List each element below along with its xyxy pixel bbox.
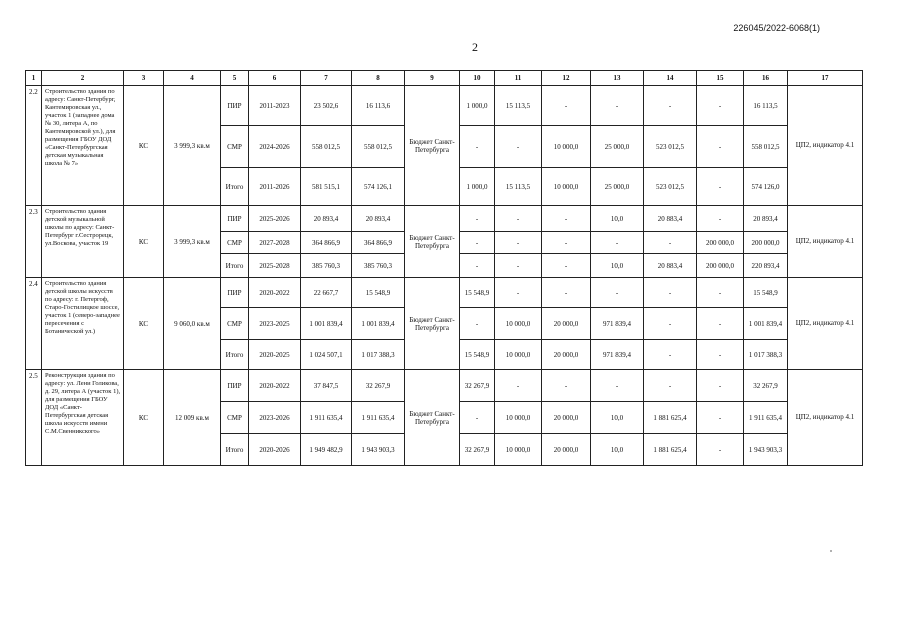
funding-value: - bbox=[697, 370, 744, 402]
work-type: КС bbox=[124, 278, 164, 370]
capacity: 9 060,0 кв.м bbox=[164, 278, 221, 370]
total-cost: 558 012,5 bbox=[301, 126, 352, 168]
period: 2024-2026 bbox=[249, 126, 301, 168]
funding-value: 32 267,9 bbox=[460, 434, 495, 466]
period: 2025-2026 bbox=[249, 206, 301, 232]
stage: СМР bbox=[221, 308, 249, 340]
funding-total: 16 113,5 bbox=[744, 86, 788, 126]
column-number: 1 bbox=[26, 71, 42, 86]
period: 2011-2026 bbox=[249, 168, 301, 206]
funding-value: 20 883,4 bbox=[644, 254, 697, 278]
total-cost: 385 760,3 bbox=[301, 254, 352, 278]
total-cost: 22 667,7 bbox=[301, 278, 352, 308]
funding-value: 200 000,0 bbox=[697, 254, 744, 278]
total-cost: 364 866,9 bbox=[301, 232, 352, 254]
funding-value: 10 000,0 bbox=[495, 434, 542, 466]
estimated-cost: 385 760,3 bbox=[352, 254, 405, 278]
column-number: 12 bbox=[542, 71, 591, 86]
investment-table bbox=[25, 70, 863, 466]
funding-value: 10,0 bbox=[591, 402, 644, 434]
funding-source: Бюджет Санкт-Петербурга bbox=[405, 86, 460, 206]
column-number: 17 bbox=[788, 71, 863, 86]
funding-value: - bbox=[495, 254, 542, 278]
funding-value: 10 000,0 bbox=[542, 126, 591, 168]
funding-value: - bbox=[542, 370, 591, 402]
program-indicator: ЦП2, индикатор 4.1 bbox=[788, 206, 863, 278]
funding-value: - bbox=[495, 232, 542, 254]
estimated-cost: 16 113,6 bbox=[352, 86, 405, 126]
period: 2011-2023 bbox=[249, 86, 301, 126]
funding-value: 200 000,0 bbox=[697, 232, 744, 254]
stage: СМР bbox=[221, 232, 249, 254]
funding-value: - bbox=[591, 370, 644, 402]
funding-value: - bbox=[495, 126, 542, 168]
funding-value: 10 000,0 bbox=[495, 402, 542, 434]
work-type: КС bbox=[124, 206, 164, 278]
total-cost: 1 024 507,1 bbox=[301, 340, 352, 370]
funding-value: 10,0 bbox=[591, 206, 644, 232]
column-number: 8 bbox=[352, 71, 405, 86]
funding-value: - bbox=[591, 232, 644, 254]
funding-total: 558 012,5 bbox=[744, 126, 788, 168]
funding-value: - bbox=[460, 402, 495, 434]
funding-value: - bbox=[542, 206, 591, 232]
funding-value: - bbox=[542, 278, 591, 308]
funding-value: 25 000,0 bbox=[591, 126, 644, 168]
estimated-cost: 364 866,9 bbox=[352, 232, 405, 254]
column-number: 10 bbox=[460, 71, 495, 86]
program-indicator: ЦП2, индикатор 4.1 bbox=[788, 278, 863, 370]
funding-value: - bbox=[644, 308, 697, 340]
column-number: 3 bbox=[124, 71, 164, 86]
table-row bbox=[26, 278, 863, 308]
total-cost: 20 893,4 bbox=[301, 206, 352, 232]
funding-value: - bbox=[644, 278, 697, 308]
funding-value: 15 548,9 bbox=[460, 278, 495, 308]
funding-value: 15 113,5 bbox=[495, 168, 542, 206]
funding-value: 15 113,5 bbox=[495, 86, 542, 126]
object-name: Строительство здания детской музыкальной школы по адресу: Санкт-Петербург г.Сестрорецк, ул.Воскова, участок 19 bbox=[42, 206, 124, 278]
item-number: 2.5 bbox=[26, 370, 42, 466]
funding-value: 20 000,0 bbox=[542, 340, 591, 370]
work-type: КС bbox=[124, 370, 164, 466]
funding-value: - bbox=[591, 278, 644, 308]
funding-total: 1 001 839,4 bbox=[744, 308, 788, 340]
stage: Итого bbox=[221, 434, 249, 466]
funding-value: - bbox=[495, 206, 542, 232]
period: 2020-2022 bbox=[249, 370, 301, 402]
period: 2020-2025 bbox=[249, 340, 301, 370]
funding-value: 1 881 625,4 bbox=[644, 434, 697, 466]
column-number: 14 bbox=[644, 71, 697, 86]
period: 2020-2026 bbox=[249, 434, 301, 466]
scan-speck bbox=[830, 550, 832, 552]
funding-value: - bbox=[644, 370, 697, 402]
column-number: 4 bbox=[164, 71, 221, 86]
item-number: 2.2 bbox=[26, 86, 42, 206]
funding-value: - bbox=[542, 86, 591, 126]
capacity: 3 999,3 кв.м bbox=[164, 206, 221, 278]
funding-value: - bbox=[495, 370, 542, 402]
funding-total: 1 943 903,3 bbox=[744, 434, 788, 466]
column-number: 16 bbox=[744, 71, 788, 86]
funding-value: - bbox=[644, 232, 697, 254]
funding-value: 10 000,0 bbox=[542, 168, 591, 206]
column-number: 6 bbox=[249, 71, 301, 86]
funding-value: - bbox=[644, 340, 697, 370]
funding-value: 20 000,0 bbox=[542, 434, 591, 466]
estimated-cost: 1 943 903,3 bbox=[352, 434, 405, 466]
funding-value: - bbox=[460, 308, 495, 340]
table-row bbox=[26, 86, 863, 126]
funding-source: Бюджет Санкт-Петербурга bbox=[405, 206, 460, 278]
total-cost: 581 515,1 bbox=[301, 168, 352, 206]
period: 2027-2028 bbox=[249, 232, 301, 254]
column-number: 9 bbox=[405, 71, 460, 86]
funding-value: - bbox=[697, 168, 744, 206]
funding-total: 574 126,0 bbox=[744, 168, 788, 206]
funding-value: 10 000,0 bbox=[495, 308, 542, 340]
estimated-cost: 574 126,1 bbox=[352, 168, 405, 206]
funding-value: - bbox=[697, 126, 744, 168]
funding-value: 1 881 625,4 bbox=[644, 402, 697, 434]
funding-total: 200 000,0 bbox=[744, 232, 788, 254]
funding-total: 20 893,4 bbox=[744, 206, 788, 232]
estimated-cost: 32 267,9 bbox=[352, 370, 405, 402]
stage: ПИР bbox=[221, 278, 249, 308]
column-number: 11 bbox=[495, 71, 542, 86]
funding-value: 20 000,0 bbox=[542, 402, 591, 434]
funding-value: 32 267,9 bbox=[460, 370, 495, 402]
item-number: 2.4 bbox=[26, 278, 42, 370]
funding-value: 971 839,4 bbox=[591, 340, 644, 370]
funding-value: - bbox=[460, 232, 495, 254]
item-number: 2.3 bbox=[26, 206, 42, 278]
funding-value: 25 000,0 bbox=[591, 168, 644, 206]
document-id: 226045/2022-6068(1) bbox=[733, 23, 820, 33]
funding-value: 15 548,9 bbox=[460, 340, 495, 370]
column-number: 7 bbox=[301, 71, 352, 86]
column-number-row bbox=[26, 71, 863, 86]
funding-value: 10,0 bbox=[591, 254, 644, 278]
page-number: 2 bbox=[472, 40, 478, 54]
stage: СМР bbox=[221, 126, 249, 168]
stage: ПИР bbox=[221, 206, 249, 232]
funding-source: Бюджет Санкт-Петербурга bbox=[405, 370, 460, 466]
column-number: 5 bbox=[221, 71, 249, 86]
column-number: 15 bbox=[697, 71, 744, 86]
funding-value: 10 000,0 bbox=[495, 340, 542, 370]
funding-value: - bbox=[460, 254, 495, 278]
period: 2020-2022 bbox=[249, 278, 301, 308]
estimated-cost: 1 911 635,4 bbox=[352, 402, 405, 434]
object-name: Реконструкция здания по адресу: ул. Лени Голикова, д. 29, литера А (участок 1), для размещения ГБОУ ДОД «Санкт-Петербургская детская школа искусств имени С.М.Свенникского» bbox=[42, 370, 124, 466]
funding-value: 1 000,0 bbox=[460, 86, 495, 126]
table-row bbox=[26, 370, 863, 402]
capacity: 3 999,3 кв.м bbox=[164, 86, 221, 206]
program-indicator: ЦП2, индикатор 4.1 bbox=[788, 86, 863, 206]
funding-value: 20 883,4 bbox=[644, 206, 697, 232]
funding-value: - bbox=[495, 278, 542, 308]
funding-total: 220 893,4 bbox=[744, 254, 788, 278]
funding-value: - bbox=[460, 126, 495, 168]
funding-source: Бюджет Санкт-Петербурга bbox=[405, 278, 460, 370]
stage: Итого bbox=[221, 254, 249, 278]
stage: ПИР bbox=[221, 86, 249, 126]
stage: ПИР bbox=[221, 370, 249, 402]
total-cost: 23 502,6 bbox=[301, 86, 352, 126]
funding-value: 10,0 bbox=[591, 434, 644, 466]
object-name: Строительство здания детской школы искусств по адресу: г. Петергоф, Старо-Гостилицкое шоссе, участок 1 (северо-западнее пересечения с Ботанической ул.) bbox=[42, 278, 124, 370]
funding-value: - bbox=[644, 86, 697, 126]
total-cost: 1 949 482,9 bbox=[301, 434, 352, 466]
period: 2023-2026 bbox=[249, 402, 301, 434]
funding-value: - bbox=[697, 434, 744, 466]
funding-value: - bbox=[460, 206, 495, 232]
funding-total: 15 548,9 bbox=[744, 278, 788, 308]
funding-total: 1 911 635,4 bbox=[744, 402, 788, 434]
estimated-cost: 15 548,9 bbox=[352, 278, 405, 308]
period: 2023-2025 bbox=[249, 308, 301, 340]
funding-value: 971 839,4 bbox=[591, 308, 644, 340]
table-row bbox=[26, 206, 863, 232]
funding-value: 20 000,0 bbox=[542, 308, 591, 340]
funding-value: - bbox=[697, 86, 744, 126]
estimated-cost: 1 001 839,4 bbox=[352, 308, 405, 340]
total-cost: 1 911 635,4 bbox=[301, 402, 352, 434]
funding-value: - bbox=[697, 340, 744, 370]
funding-value: - bbox=[697, 278, 744, 308]
work-type: КС bbox=[124, 86, 164, 206]
estimated-cost: 558 012,5 bbox=[352, 126, 405, 168]
funding-total: 1 017 388,3 bbox=[744, 340, 788, 370]
funding-value: - bbox=[697, 206, 744, 232]
funding-value: - bbox=[542, 232, 591, 254]
column-number: 2 bbox=[42, 71, 124, 86]
total-cost: 37 847,5 bbox=[301, 370, 352, 402]
total-cost: 1 001 839,4 bbox=[301, 308, 352, 340]
stage: Итого bbox=[221, 168, 249, 206]
period: 2025-2028 bbox=[249, 254, 301, 278]
funding-value: - bbox=[697, 402, 744, 434]
column-number: 13 bbox=[591, 71, 644, 86]
funding-value: 523 012,5 bbox=[644, 126, 697, 168]
object-name: Строительство здания по адресу: Санкт-Петербург, Кантемировская ул., участок 1 (западнее дома № 30, литера А, по Кантемировской ул.), для размещения ГБОУ ДОД «Санкт-Петербургская детская музыкальная школа № 7» bbox=[42, 86, 124, 206]
funding-value: - bbox=[542, 254, 591, 278]
stage: Итого bbox=[221, 340, 249, 370]
estimated-cost: 1 017 388,3 bbox=[352, 340, 405, 370]
funding-value: 523 012,5 bbox=[644, 168, 697, 206]
funding-total: 32 267,9 bbox=[744, 370, 788, 402]
program-indicator: ЦП2, индикатор 4.1 bbox=[788, 370, 863, 466]
funding-value: - bbox=[591, 86, 644, 126]
stage: СМР bbox=[221, 402, 249, 434]
funding-value: 1 000,0 bbox=[460, 168, 495, 206]
funding-value: - bbox=[697, 308, 744, 340]
capacity: 12 009 кв.м bbox=[164, 370, 221, 466]
estimated-cost: 20 893,4 bbox=[352, 206, 405, 232]
